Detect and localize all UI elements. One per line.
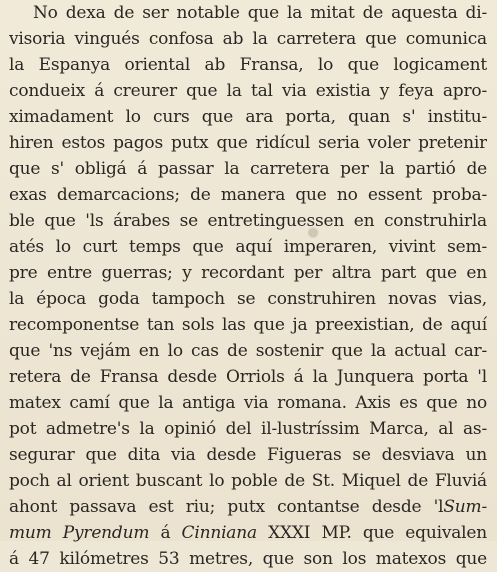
text-line-12: la época goda tampoch se construhiren novas vias, — [9, 289, 487, 309]
text-line-3: la Espanya oriental ab Fransa, lo que logicament — [9, 55, 487, 75]
text-line-11: pre entre guerras; y recordant per altra part que en — [9, 263, 487, 283]
text-line-16: matex camí que la antiga via romana. Axis es que no — [9, 393, 487, 413]
document-body — [9, 0, 487, 572]
text-line-18: segurar que dita via desde Figueras se desviava un — [9, 445, 487, 465]
text-line-2: visoria vingués confosa ab la carretera que comunica — [9, 29, 487, 49]
text-line-7: que s' obligá á passar la carretera per la partió de — [9, 159, 487, 179]
text-line-21-italic-2: Cinniana — [181, 523, 257, 543]
text-line-15: retera de Fransa desde Orriols á la Junquera porta 'l — [9, 367, 487, 387]
text-line-9: ble que 'ls árabes se entretinguessen en construhirla — [9, 211, 487, 231]
text-line-6: hiren estos pagos putx que ridícul seria voler pretenir — [9, 133, 487, 153]
text-line-21-mid: á — [149, 523, 182, 543]
text-line-13: recomponentse tan sols las que ja preexistian, de aquí — [9, 315, 487, 335]
text-line-21-italic-1: mum Pyrendum — [9, 523, 150, 543]
text-line-20-italic-tail: Sum- — [443, 497, 487, 517]
text-line-21-tail: XXXI MP. que equivalen — [256, 523, 487, 543]
text-line-21 — [9, 520, 487, 546]
text-line-19: poch al orient buscant lo poble de St. Miquel de Fluviá — [9, 471, 487, 491]
text-line-17: pot admetre's la opinió del il-lustríssim Marca, al as- — [9, 419, 487, 439]
text-line-1: No dexa de ser notable que la mitat de aquesta di- — [33, 3, 487, 23]
text-line-20 — [9, 494, 487, 520]
text-line-4: condueix á creurer que la tal via existia y feya apro- — [9, 81, 487, 101]
text-line-5: ximadament lo curs que ara porta, quan s' institu- — [9, 107, 487, 127]
text-line-20-main: ahont passava est riu; putx contantse desde 'l — [9, 497, 444, 517]
text-line-10: atés lo curt temps que aquí imperaren, vivint sem- — [9, 237, 487, 257]
text-line-14: que 'ns vejám en lo cas de sostenir que la actual car- — [9, 341, 487, 361]
text-line-8: exas demarcacions; de manera que no essent proba- — [9, 185, 487, 205]
text-line-22: á 47 kilómetres 53 metres, que son los matexos que — [9, 549, 487, 569]
